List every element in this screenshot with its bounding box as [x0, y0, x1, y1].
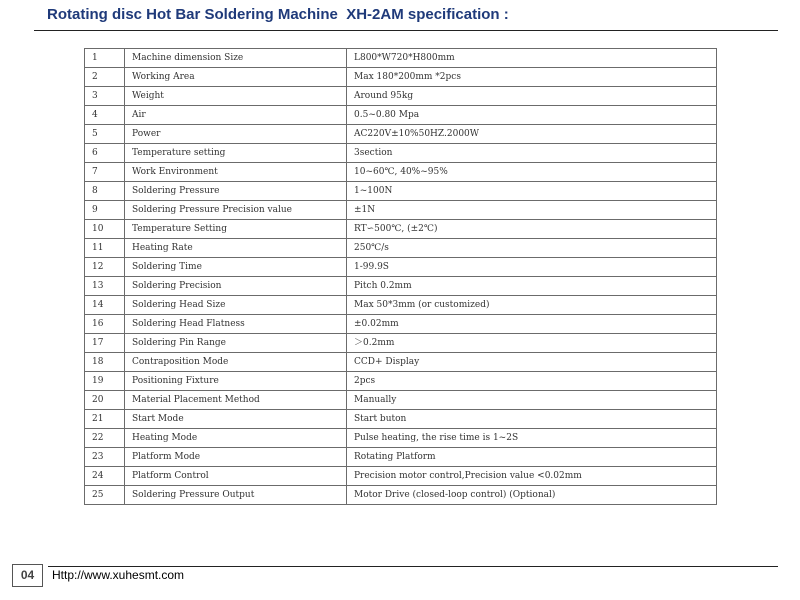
page-title: Rotating disc Hot Bar Soldering Machine XH-2AM specification :	[47, 6, 509, 23]
spec-value-cell: Start buton	[347, 410, 717, 429]
table-row	[85, 125, 717, 144]
table-row	[85, 353, 717, 372]
table-row	[85, 201, 717, 220]
table-row	[85, 68, 717, 87]
spec-name-cell: Air	[125, 106, 347, 125]
table-row	[85, 182, 717, 201]
row-number-cell: 1	[85, 49, 125, 68]
table-row	[85, 391, 717, 410]
spec-value-cell: ＞0.2mm	[347, 334, 717, 353]
spec-value-cell: AC220V±10%50HZ.2000W	[347, 125, 717, 144]
row-number-cell: 21	[85, 410, 125, 429]
row-number-cell: 2	[85, 68, 125, 87]
spec-value-cell: ±0.02mm	[347, 315, 717, 334]
row-number-cell: 18	[85, 353, 125, 372]
table-row	[85, 429, 717, 448]
row-number-cell: 14	[85, 296, 125, 315]
table-row	[85, 315, 717, 334]
row-number-cell: 9	[85, 201, 125, 220]
spec-value-cell: Precision motor control,Precision value <0.02mm	[347, 467, 717, 486]
spec-value-cell: Max 50*3mm (or customized)	[347, 296, 717, 315]
row-number-cell: 16	[85, 315, 125, 334]
row-number-cell: 4	[85, 106, 125, 125]
table-row	[85, 49, 717, 68]
title-divider	[34, 30, 778, 31]
row-number-cell: 7	[85, 163, 125, 182]
footer-divider	[48, 566, 778, 567]
row-number-cell: 19	[85, 372, 125, 391]
row-number-cell: 6	[85, 144, 125, 163]
spec-name-cell: Contraposition Mode	[125, 353, 347, 372]
row-number-cell: 23	[85, 448, 125, 467]
spec-value-cell: 0.5~0.80 Mpa	[347, 106, 717, 125]
spec-value-cell: Manually	[347, 391, 717, 410]
spec-name-cell: Material Placement Method	[125, 391, 347, 410]
spec-name-cell: Heating Rate	[125, 239, 347, 258]
spec-name-cell: Soldering Pin Range	[125, 334, 347, 353]
spec-name-cell: Platform Control	[125, 467, 347, 486]
spec-name-cell: Soldering Pressure	[125, 182, 347, 201]
spec-value-cell: 250℃/s	[347, 239, 717, 258]
spec-value-cell: RT∽500℃, (±2℃)	[347, 220, 717, 239]
spec-value-cell: Rotating Platform	[347, 448, 717, 467]
spec-name-cell: Power	[125, 125, 347, 144]
spec-name-cell: Positioning Fixture	[125, 372, 347, 391]
spec-value-cell: Motor Drive (closed-loop control) (Optional)	[347, 486, 717, 505]
spec-value-cell: Max 180*200mm *2pcs	[347, 68, 717, 87]
specification-table	[84, 48, 717, 505]
spec-value-cell: ±1N	[347, 201, 717, 220]
row-number-cell: 17	[85, 334, 125, 353]
spec-name-cell: Soldering Precision	[125, 277, 347, 296]
spec-name-cell: Temperature setting	[125, 144, 347, 163]
spec-value-cell: 1~100N	[347, 182, 717, 201]
table-row	[85, 87, 717, 106]
row-number-cell: 24	[85, 467, 125, 486]
spec-name-cell: Soldering Head Flatness	[125, 315, 347, 334]
table-row	[85, 239, 717, 258]
table-row	[85, 448, 717, 467]
row-number-cell: 13	[85, 277, 125, 296]
row-number-cell: 5	[85, 125, 125, 144]
spec-name-cell: Soldering Head Size	[125, 296, 347, 315]
table-row	[85, 296, 717, 315]
spec-name-cell: Weight	[125, 87, 347, 106]
table-row	[85, 410, 717, 429]
spec-name-cell: Machine dimension Size	[125, 49, 347, 68]
table-row	[85, 277, 717, 296]
row-number-cell: 3	[85, 87, 125, 106]
row-number-cell: 20	[85, 391, 125, 410]
table-row	[85, 334, 717, 353]
row-number-cell: 8	[85, 182, 125, 201]
spec-name-cell: Heating Mode	[125, 429, 347, 448]
table-row	[85, 467, 717, 486]
spec-value-cell: 1-99.9S	[347, 258, 717, 277]
page-number: 04	[12, 564, 43, 587]
spec-value-cell: CCD+ Display	[347, 353, 717, 372]
specification-table-body	[85, 49, 717, 505]
row-number-cell: 22	[85, 429, 125, 448]
table-row	[85, 372, 717, 391]
spec-name-cell: Work Environment	[125, 163, 347, 182]
table-row	[85, 144, 717, 163]
spec-name-cell: Platform Mode	[125, 448, 347, 467]
table-row	[85, 106, 717, 125]
spec-name-cell: Soldering Pressure Output	[125, 486, 347, 505]
footer-url: Http://www.xuhesmt.com	[52, 568, 185, 582]
row-number-cell: 25	[85, 486, 125, 505]
spec-name-cell: Start Mode	[125, 410, 347, 429]
row-number-cell: 12	[85, 258, 125, 277]
row-number-cell: 10	[85, 220, 125, 239]
spec-name-cell: Working Area	[125, 68, 347, 87]
spec-value-cell: Pulse heating, the rise time is 1~2S	[347, 429, 717, 448]
table-row	[85, 220, 717, 239]
spec-value-cell: 10~60℃, 40%~95%	[347, 163, 717, 182]
row-number-cell: 11	[85, 239, 125, 258]
spec-name-cell: Soldering Pressure Precision value	[125, 201, 347, 220]
table-row	[85, 163, 717, 182]
spec-value-cell: Pitch 0.2mm	[347, 277, 717, 296]
spec-name-cell: Temperature Setting	[125, 220, 347, 239]
table-row	[85, 486, 717, 505]
spec-value-cell: L800*W720*H800mm	[347, 49, 717, 68]
spec-name-cell: Soldering Time	[125, 258, 347, 277]
spec-value-cell: 2pcs	[347, 372, 717, 391]
spec-value-cell: Around 95kg	[347, 87, 717, 106]
spec-value-cell: 3section	[347, 144, 717, 163]
table-row	[85, 258, 717, 277]
